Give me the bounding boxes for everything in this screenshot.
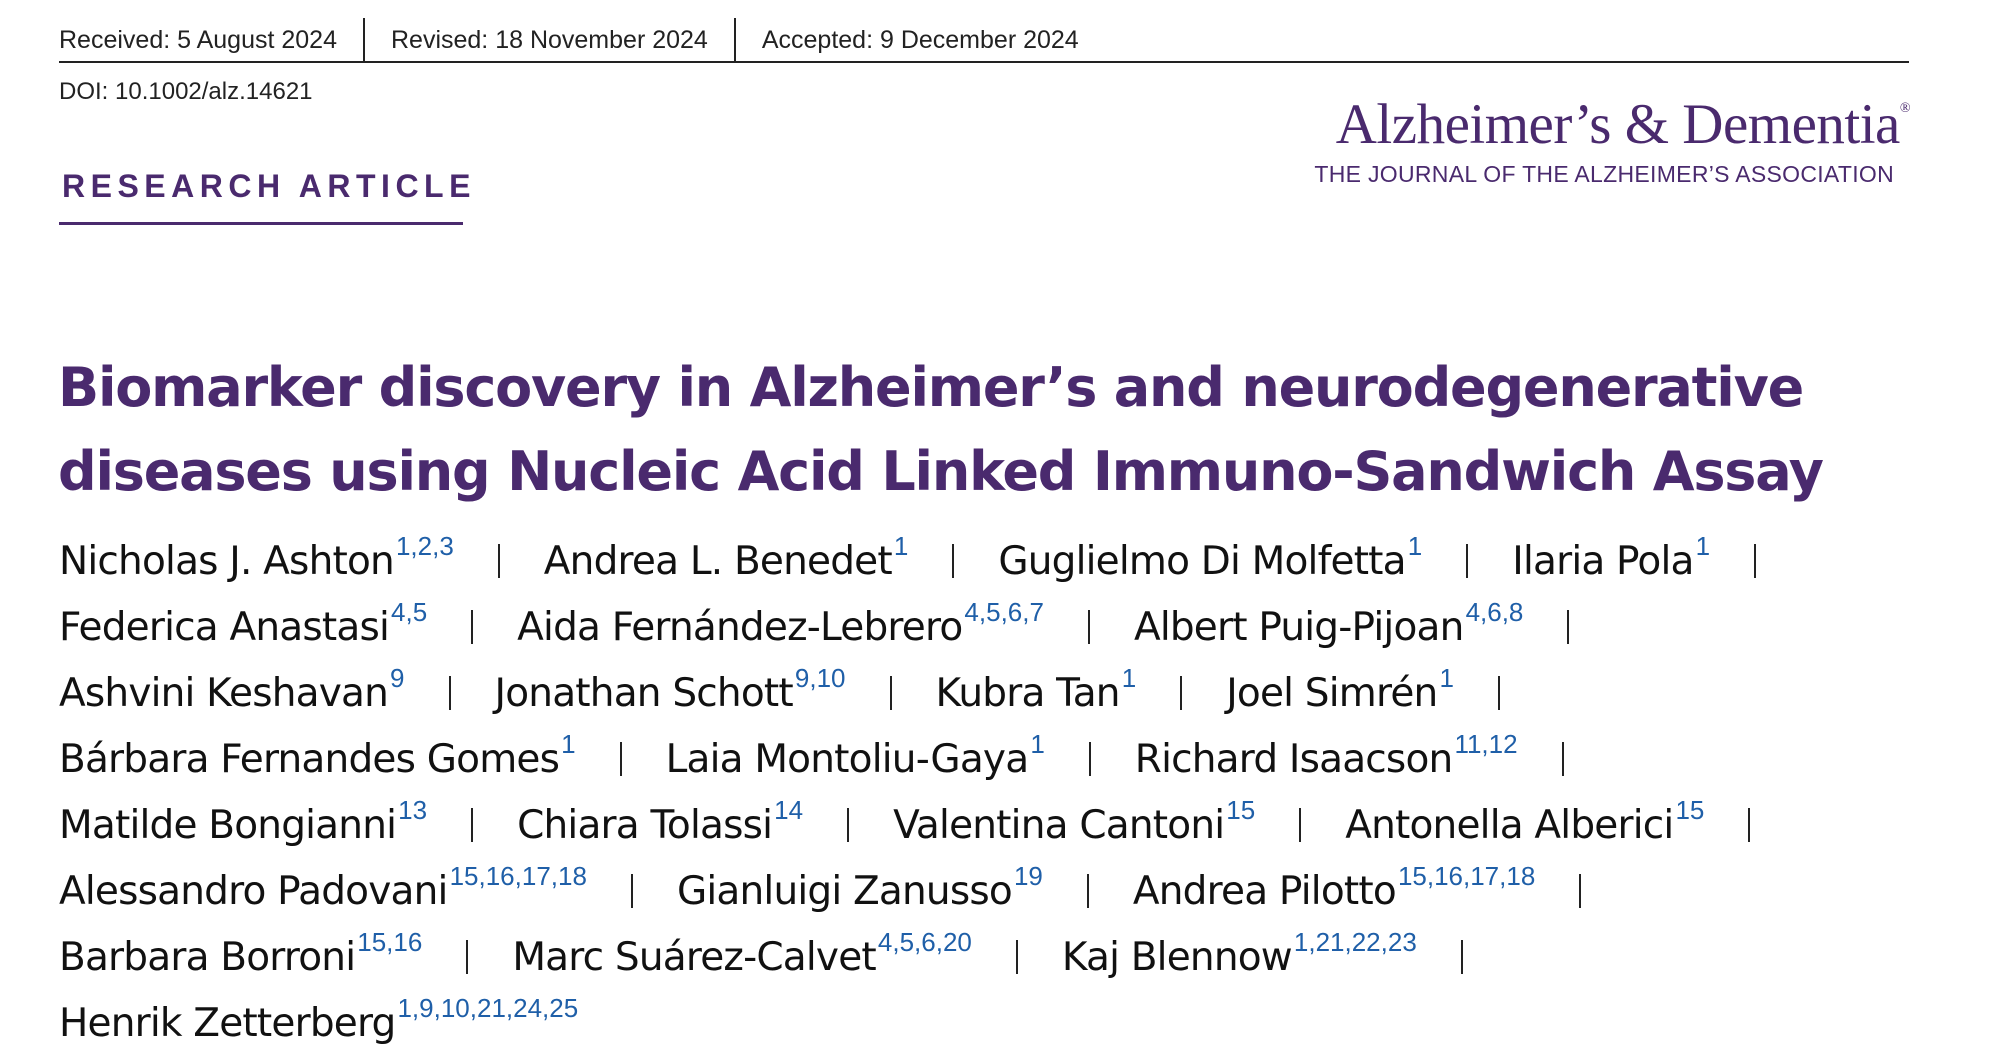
affiliation-link[interactable]: 1 (1695, 530, 1711, 561)
author-name: Matilde Bongianni (59, 802, 397, 848)
author-name: Aida Fernández-Lebrero (517, 604, 963, 650)
author-divider (1088, 610, 1090, 644)
registered-mark: ® (1899, 101, 1910, 116)
affiliation-link[interactable]: 1 (1407, 530, 1423, 561)
affiliation-link[interactable]: 1 (1121, 662, 1137, 693)
author-row (59, 726, 1959, 792)
author-divider (890, 676, 892, 710)
affiliation-link[interactable]: 15,16,17,18 (1397, 860, 1536, 891)
author-row (59, 858, 1959, 924)
author-row (59, 924, 1959, 990)
author (59, 530, 454, 584)
author-divider (1089, 742, 1091, 776)
author-name: Antonella Alberici (1345, 802, 1674, 848)
author (1133, 596, 1524, 650)
affiliation-link[interactable]: 13 (398, 794, 428, 825)
author (59, 794, 428, 848)
doi[interactable]: DOI: 10.1002/alz.14621 (59, 78, 313, 105)
author-name: Andrea Pilotto (1132, 868, 1396, 914)
affiliation-link[interactable]: 15 (1226, 794, 1256, 825)
affiliation-link[interactable]: 9 (390, 662, 405, 693)
author (676, 860, 1043, 914)
author (59, 860, 587, 914)
affiliation-link[interactable]: 4,5,6,20 (877, 926, 972, 957)
author-divider (1466, 544, 1468, 578)
author-name: Federica Anastasi (59, 604, 390, 650)
author-name: Barbara Borroni (59, 934, 356, 980)
author-divider (952, 544, 954, 578)
author-divider (1087, 874, 1089, 908)
author (494, 662, 846, 716)
affiliation-link[interactable]: 11,12 (1454, 728, 1518, 759)
author (59, 596, 428, 650)
accepted-date: Accepted: 9 December 2024 (761, 25, 1079, 54)
affiliation-link[interactable]: 9,10 (794, 662, 846, 693)
author (1226, 662, 1454, 716)
revised-date: Revised: 18 November 2024 (390, 25, 708, 54)
affiliation-link[interactable]: 19 (1013, 860, 1043, 891)
author (935, 662, 1137, 716)
affiliation-link[interactable]: 14 (774, 794, 804, 825)
article-type: RESEARCH ARTICLE (62, 168, 476, 204)
author (1345, 794, 1705, 848)
author-divider (1299, 808, 1301, 842)
author-divider (471, 610, 473, 644)
author-name: Valentina Cantoni (893, 802, 1225, 848)
author-row (59, 792, 1959, 858)
journal-subtitle: THE JOURNAL OF THE ALZHEIMER’S ASSOCIATION (1314, 161, 1894, 187)
author-name: Guglielmo Di Molfetta (998, 538, 1406, 584)
affiliation-link[interactable]: 4,5 (391, 596, 428, 627)
author-divider (631, 874, 633, 908)
author-name: Henrik Zetterberg (59, 1000, 396, 1046)
author (59, 728, 576, 782)
author (59, 662, 405, 716)
header-rule (59, 61, 1909, 63)
author-row (59, 660, 1959, 726)
author-name: Marc Suárez-Calvet (512, 934, 876, 980)
author (512, 926, 972, 980)
author (59, 926, 423, 980)
author (1512, 530, 1711, 584)
author-divider (498, 544, 500, 578)
author-name: Andrea L. Benedet (543, 538, 892, 584)
author-name: Joel Simrén (1226, 670, 1438, 716)
author-divider (847, 808, 849, 842)
author (665, 728, 1045, 782)
journal-name: Alzheimer’s & Dementia (1335, 93, 1900, 156)
author (543, 530, 909, 584)
author-name: Kubra Tan (935, 670, 1120, 716)
affiliation-link[interactable]: 1,2,3 (395, 530, 454, 561)
author-divider (471, 808, 473, 842)
affiliation-link[interactable]: 1 (561, 728, 576, 759)
affiliation-link[interactable]: 4,5,6,7 (964, 596, 1044, 627)
author (517, 794, 804, 848)
article-type-underline (59, 222, 463, 225)
publication-dates (59, 18, 1105, 62)
author-name: Ilaria Pola (1512, 538, 1694, 584)
affiliation-link[interactable]: 1 (1030, 728, 1045, 759)
journal-logo (1314, 93, 1910, 156)
author-name: Bárbara Fernandes Gomes (59, 736, 560, 782)
author-name: Alessandro Padovani (59, 868, 448, 914)
author-divider (1180, 676, 1182, 710)
author-divider (1498, 676, 1500, 710)
affiliation-link[interactable]: 1,9,10,21,24,25 (397, 992, 579, 1023)
author (1061, 926, 1417, 980)
author-list (59, 528, 1959, 1056)
author (59, 992, 579, 1046)
affiliation-link[interactable]: 15,16,17,18 (449, 860, 587, 891)
article-title: Biomarker discovery in Alzheimer’s and neurodegenerative diseases using Nucleic Acid Linked Immuno-Sandwich Assay (58, 356, 1823, 504)
affiliation-link[interactable]: 1,21,22,23 (1293, 926, 1417, 957)
author-name: Nicholas J. Ashton (59, 538, 394, 584)
author-name: Kaj Blennow (1061, 934, 1292, 980)
affiliation-link[interactable]: 1 (1439, 662, 1454, 693)
author-name: Chiara Tolassi (517, 802, 773, 848)
author (517, 596, 1044, 650)
affiliation-link[interactable]: 15 (1675, 794, 1705, 825)
author-name: Albert Puig-Pijoan (1133, 604, 1464, 650)
author (893, 794, 1256, 848)
author-name: Laia Montoliu-Gaya (665, 736, 1029, 782)
author-row (59, 594, 1959, 660)
author-divider (1461, 940, 1463, 974)
author (1134, 728, 1518, 782)
affiliation-link[interactable]: 4,6,8 (1465, 596, 1524, 627)
author-row (59, 528, 1959, 594)
affiliation-link[interactable]: 15,16 (357, 926, 423, 957)
author-divider (1567, 610, 1569, 644)
affiliation-link[interactable]: 1 (893, 530, 909, 561)
author-divider (1748, 808, 1750, 842)
author-name: Gianluigi Zanusso (676, 868, 1012, 914)
author-divider (1562, 742, 1564, 776)
author-divider (1016, 940, 1018, 974)
author-row (59, 990, 1959, 1056)
author-name: Jonathan Schott (494, 670, 793, 716)
received-date: Received: 5 August 2024 (59, 25, 337, 54)
author-divider (1754, 544, 1756, 578)
author-name: Ashvini Keshavan (59, 670, 389, 716)
author (1132, 860, 1536, 914)
author-name: Richard Isaacson (1134, 736, 1453, 782)
author-divider (449, 676, 451, 710)
author-divider (466, 940, 468, 974)
author-divider (620, 742, 622, 776)
author (998, 530, 1423, 584)
journal-brand (1314, 93, 1910, 188)
author-divider (1579, 874, 1581, 908)
